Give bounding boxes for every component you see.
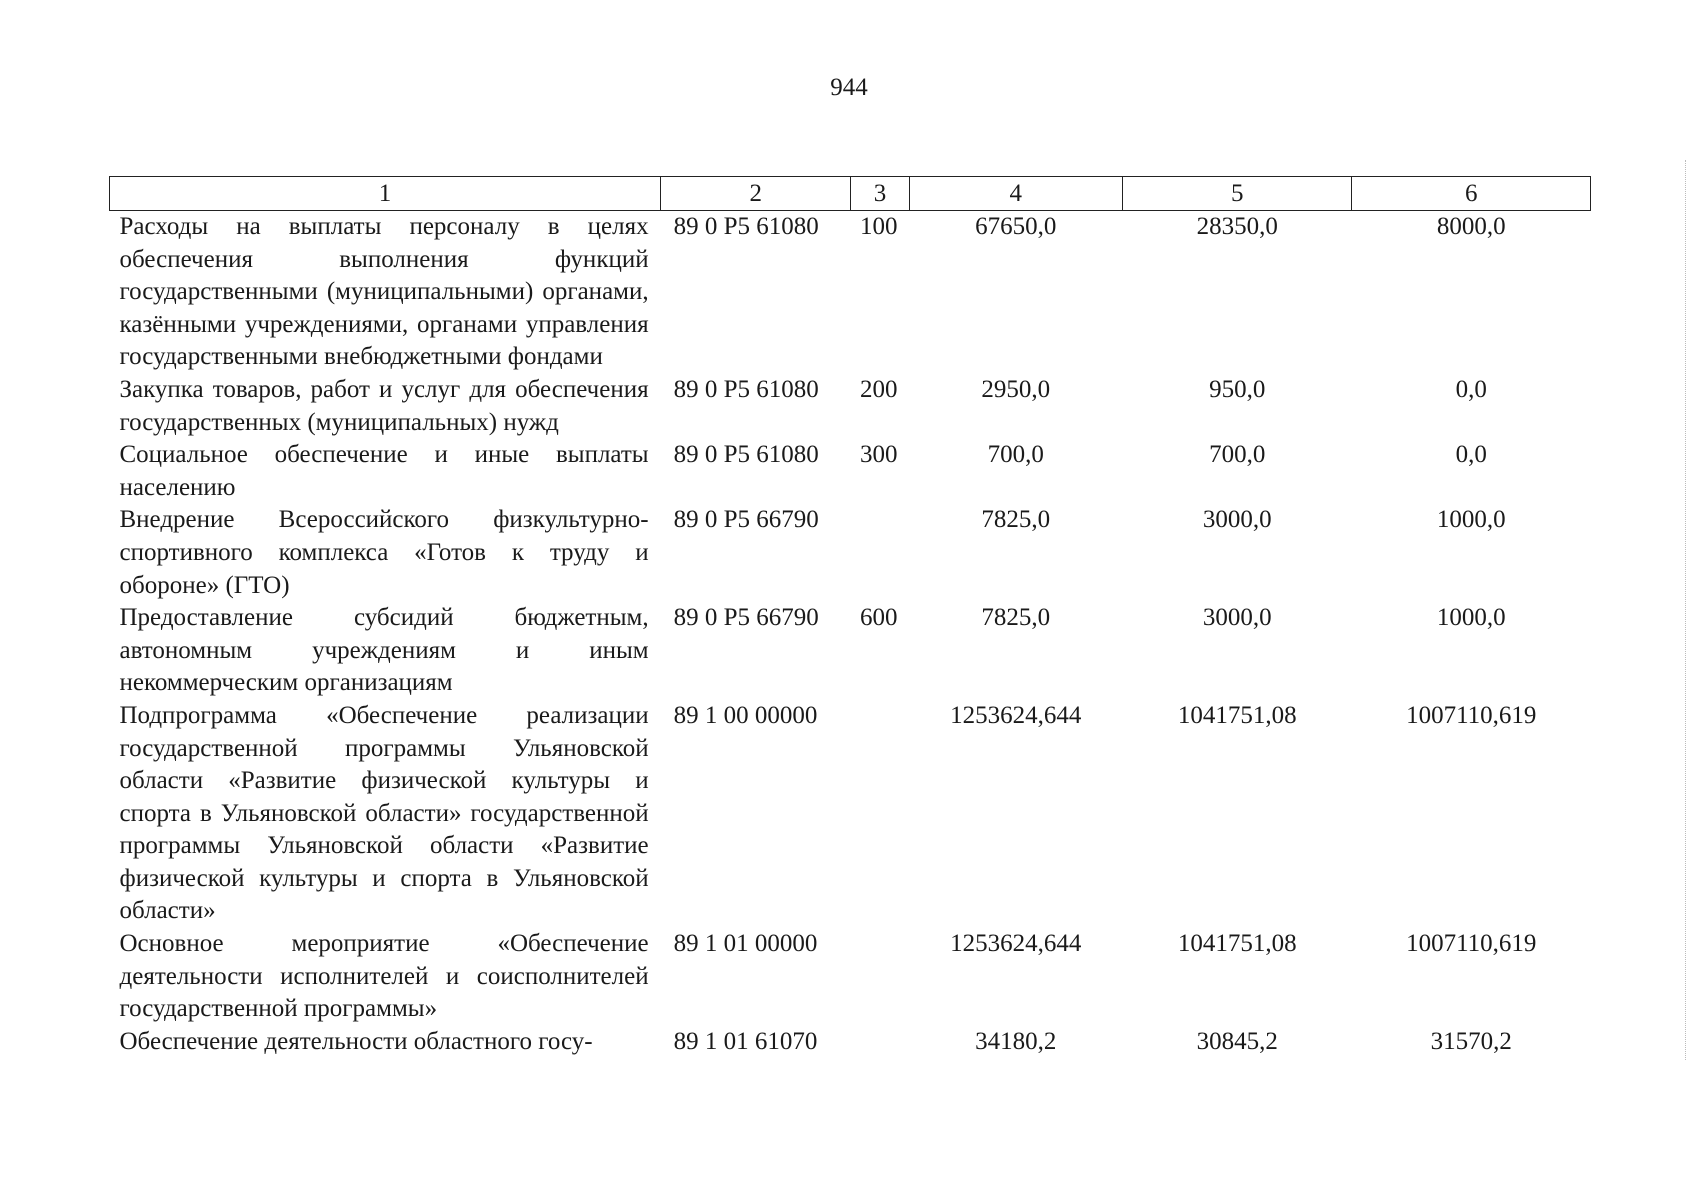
- header-col-4: 4: [909, 177, 1122, 211]
- row-code: 89 0 Р5 61080: [673, 375, 819, 403]
- row-value-col4: 2950,0: [981, 375, 1051, 403]
- row-value-col5: 3000,0: [1202, 506, 1272, 534]
- row-description: Закупка товаров, работ и услуг для обеспечения государственных (муниципальных) нужд: [119, 375, 649, 436]
- row-expense-type: [851, 928, 909, 1026]
- row-value-col6: 1000,0: [1436, 604, 1506, 632]
- row-value-col4: 1253624,644: [950, 930, 1082, 958]
- row-code: 89 1 00 00000: [673, 701, 818, 729]
- row-expense-type: [851, 1026, 909, 1059]
- row-code: 89 0 Р5 66790: [673, 506, 819, 534]
- header-col-1: 1: [110, 177, 661, 211]
- row-code: 89 0 Р5 61080: [673, 441, 819, 469]
- row-value-col6: 1007110,619: [1406, 701, 1537, 729]
- table-header: [110, 177, 1591, 211]
- row-value-col6: 0,0: [1455, 375, 1487, 403]
- page-number: 944: [830, 74, 868, 101]
- row-value-col6: 1000,0: [1436, 506, 1506, 534]
- row-value-col5: 700,0: [1209, 441, 1266, 469]
- row-value-col6: 31570,2: [1430, 1027, 1512, 1055]
- row-value-col6: 0,0: [1455, 441, 1487, 469]
- table-body: [110, 211, 1591, 1059]
- header-col-5: 5: [1123, 177, 1352, 211]
- table-row: [110, 211, 1591, 374]
- row-expense-type: [851, 700, 909, 928]
- header-col-3: 3: [851, 177, 909, 211]
- row-expense-type: 300: [859, 441, 898, 469]
- row-description: Социальное обеспечение и иные выплаты населению: [119, 441, 649, 501]
- row-code: 89 1 01 61070: [673, 1027, 818, 1055]
- row-value-col5: 28350,0: [1196, 213, 1278, 240]
- row-code: 89 0 Р5 61080: [673, 213, 819, 240]
- budget-table: [109, 176, 1591, 1058]
- row-description: Внедрение Всероссийского физкультурно-спортивного комплекса «Готов к труду и обороне» (ГТО): [119, 506, 649, 599]
- row-value-col5: 1041751,08: [1177, 701, 1297, 729]
- table-row: [110, 1026, 1591, 1059]
- table-row: [110, 700, 1591, 928]
- row-expense-type: [851, 504, 909, 602]
- table-row: [110, 602, 1591, 700]
- header-col-6: 6: [1352, 177, 1591, 211]
- row-value-col4: 7825,0: [981, 604, 1051, 632]
- row-value-col4: 7825,0: [981, 506, 1051, 534]
- row-value-col6: 1007110,619: [1406, 930, 1537, 958]
- row-value-col5: 3000,0: [1202, 604, 1272, 632]
- row-description: Основное мероприятие «Обеспечение деятельности исполнителей и соисполнителей государственной программы»: [119, 930, 649, 1023]
- table-row: [110, 928, 1591, 1026]
- row-value-col4: 700,0: [987, 441, 1044, 469]
- row-description: Обеспечение деятельности областного госу-: [119, 1027, 593, 1055]
- row-value-col5: 30845,2: [1196, 1027, 1278, 1055]
- row-code: 89 1 01 00000: [673, 930, 818, 958]
- row-code: 89 0 Р5 66790: [673, 604, 819, 632]
- row-expense-type: 600: [859, 604, 898, 632]
- table-row: [110, 374, 1591, 439]
- row-description: Предоставление субсидий бюджетным, автономным учреждениям и иным некоммерческим организациям: [119, 604, 649, 697]
- row-value-col6: 8000,0: [1436, 213, 1506, 240]
- row-value-col4: 34180,2: [975, 1027, 1057, 1055]
- budget-table-container: [109, 176, 1591, 1058]
- header-col-2: 2: [661, 177, 851, 211]
- scan-edge-marks: [1683, 160, 1686, 1060]
- row-expense-type: 200: [859, 375, 898, 403]
- row-value-col4: 67650,0: [975, 213, 1057, 240]
- table-row: [110, 439, 1591, 504]
- row-description: Расходы на выплаты персоналу в целях обеспечения выполнения функций государственными (муниципальными) органами, казёнными учреждениями, органами управления государственными внебюджетными фондами: [119, 213, 649, 371]
- row-description: Подпрограмма «Обеспечение реализации государственной программы Ульяновской области «Развитие физической культуры и спорта в Ульяновской области» государственной программы Ульяновской области «Развитие физической культуры и спорта в Ульяновской области»: [119, 701, 649, 925]
- header-row: [110, 177, 1591, 211]
- row-expense-type: 100: [859, 213, 898, 240]
- row-value-col4: 1253624,644: [950, 701, 1082, 729]
- row-value-col5: 950,0: [1209, 375, 1266, 403]
- table-row: [110, 504, 1591, 602]
- row-value-col5: 1041751,08: [1177, 930, 1297, 958]
